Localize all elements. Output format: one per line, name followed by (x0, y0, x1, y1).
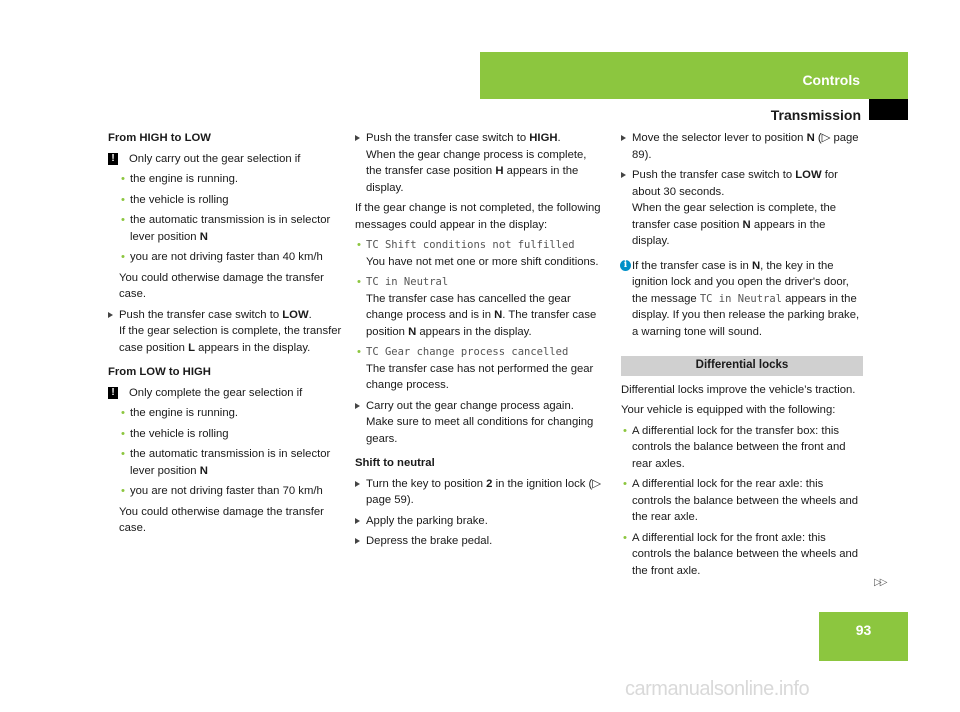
list-item: • the automatic transmission is in selector lever position N (121, 448, 331, 477)
list-item: • you are not driving faster than 40 km/h (119, 249, 352, 266)
heading-low-to-high: From LOW to HIGH (108, 366, 211, 378)
section-marker (869, 99, 908, 120)
bullet-icon: • (121, 407, 125, 419)
paragraph: Differential locks improve the vehicle’s traction. (621, 383, 856, 396)
bullet-icon: • (121, 214, 125, 226)
warning-text: Only carry out the gear selection if (129, 152, 301, 165)
condition-list (108, 171, 352, 266)
message-item: • TC Shift conditions not fulfilled You have not met one or more shift conditions. (357, 239, 599, 268)
info-note: i If the transfer case is in N, the key in the ignition lock and you open the driver's door, the message TC in Neutral appears in the display. If you then release the parking brake, a warning tone will sound. (621, 258, 863, 341)
warning-block (108, 151, 352, 168)
chapter-tab (480, 52, 908, 99)
bullet-icon: • (121, 251, 125, 263)
arrow-icon (621, 135, 626, 141)
condition-list (108, 405, 352, 500)
bullet-icon: • (623, 424, 627, 437)
list-item: • A differential lock for the transfer box: this controls the balance between the front and rear axles. (623, 424, 846, 470)
display-message: TC in Neutral (699, 292, 783, 305)
arrow-icon (621, 172, 626, 178)
warning-block (108, 385, 352, 402)
section-heading-differential-locks: Differential locks (621, 356, 863, 376)
step: Push the transfer case switch to LOW. If the gear selection is complete, the transfer case position L appears in the display. (108, 307, 352, 357)
info-icon: i (620, 260, 631, 271)
list-item: • the vehicle is rolling (119, 426, 352, 443)
warning-note: You could otherwise damage the transfer case. (119, 505, 324, 534)
watermark: carmanualsonline.info (625, 678, 810, 700)
bullet-icon: • (357, 346, 361, 358)
step: Turn the key to position 2 in the ignition lock (▷ page 59). (355, 476, 605, 509)
bullet-icon: • (623, 531, 627, 544)
page-number: 93 (855, 622, 872, 638)
message-item: • TC Gear change process cancelled The transfer case has not performed the gear change process. (357, 346, 594, 391)
arrow-icon (355, 518, 360, 524)
step: Depress the brake pedal. (355, 533, 605, 550)
arrow-icon (355, 481, 360, 487)
list-item: • A differential lock for the front axle: this controls the balance between the wheels and the front axle. (623, 531, 859, 577)
step: Push the transfer case switch to LOW for about 30 seconds. When the gear selection is complete, the transfer case position N appears in the display. (621, 167, 863, 250)
heading-high-to-low: From HIGH to LOW (108, 132, 211, 144)
warning-note: You could otherwise damage the transfer case. (119, 271, 324, 300)
paragraph: If the gear change is not completed, the following messages could appear in the display: (355, 202, 601, 231)
continue-marker: ▷▷ (874, 577, 886, 588)
chapter-title: Controls (802, 72, 860, 88)
display-message: TC Gear change process cancelled (366, 346, 569, 358)
column-2 (355, 130, 605, 554)
bullet-icon: • (121, 427, 125, 440)
column-3 (621, 130, 863, 583)
bullet-icon: • (121, 193, 125, 206)
display-message: TC in Neutral (366, 276, 449, 288)
list-item: • you are not driving faster than 70 km/h (119, 483, 352, 500)
step: Push the transfer case switch to HIGH. When the gear change process is complete, the transfer case position H appears in the display. (355, 130, 605, 196)
warning-icon: ! (108, 153, 118, 165)
bullet-icon: • (121, 485, 125, 497)
display-message: TC Shift conditions not fulfilled (366, 239, 575, 251)
list-item: • the automatic transmission is in selector lever position N (121, 214, 331, 243)
heading-shift-to-neutral: Shift to neutral (355, 457, 435, 469)
list-item: • A differential lock for the rear axle: this controls the balance between the wheels and the rear axle. (623, 478, 859, 523)
step: Apply the parking brake. (355, 513, 605, 530)
bullet-icon: • (357, 276, 361, 288)
bullet-icon: • (121, 173, 125, 185)
arrow-icon (355, 135, 360, 141)
list-item: • the engine is running. (119, 171, 352, 188)
arrow-icon (355, 403, 360, 409)
bullet-icon: • (121, 448, 125, 460)
list-item: • the engine is running. (119, 405, 352, 422)
arrow-icon (108, 312, 113, 318)
list-item: • the vehicle is rolling (119, 192, 352, 209)
step: Move the selector lever to position N (▷ page 89). (621, 130, 863, 163)
bullet-icon: • (357, 239, 361, 251)
step: Carry out the gear change process again. Make sure to meet all conditions for changing gears. (355, 398, 605, 448)
paragraph: Your vehicle is equipped with the following: (621, 404, 836, 416)
arrow-icon (355, 538, 360, 544)
warning-text: Only complete the gear selection if (129, 386, 303, 399)
section-title: Transmission (770, 107, 861, 123)
column-1 (108, 130, 352, 541)
page-number-box (819, 612, 908, 661)
bullet-icon: • (623, 478, 627, 490)
warning-icon: ! (108, 387, 118, 399)
message-item: • TC in Neutral The transfer case has cancelled the gear change process and is in N. The transfer case position N appears in the display. (357, 276, 597, 338)
